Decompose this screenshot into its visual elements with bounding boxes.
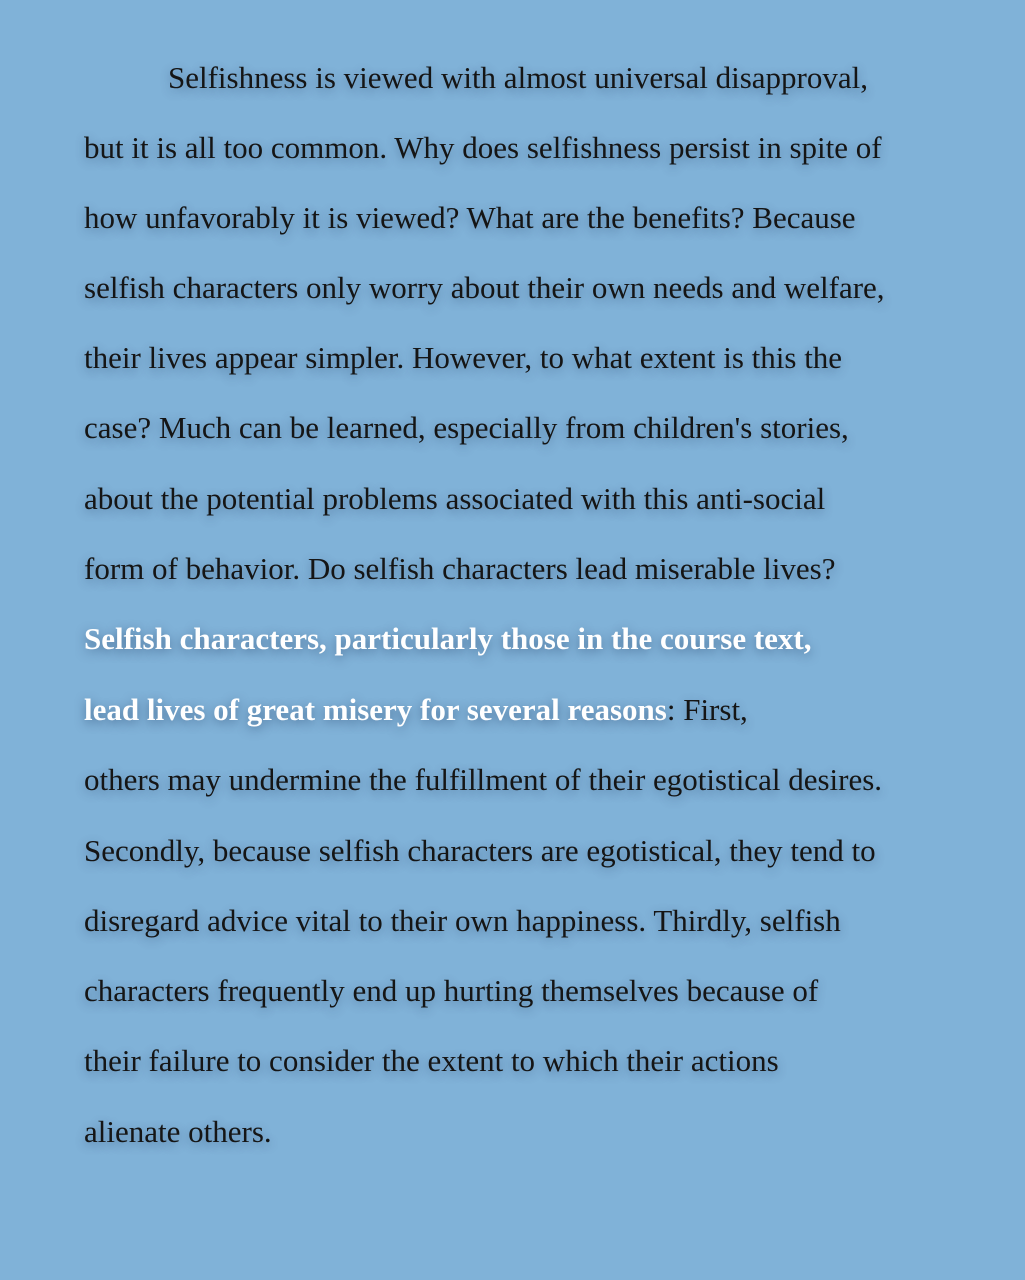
thesis-line-2: lead lives of great misery for several reasons <box>84 692 667 727</box>
essay-line-12: Secondly, because selfish characters are egotistical, they tend to <box>84 833 876 868</box>
essay-line-16: alienate others. <box>84 1114 272 1149</box>
essay-line-14: characters frequently end up hurting themselves because of <box>84 973 819 1008</box>
essay-line-2: but it is all too common. Why does selfishness persist in spite of <box>84 130 882 165</box>
thesis-line-2-row <box>84 688 748 732</box>
essay-line-3: how unfavorably it is viewed? What are the benefits? Because <box>84 200 856 235</box>
essay-line-4: selfish characters only worry about their own needs and welfare, <box>84 270 885 305</box>
essay-line-1: Selfishness is viewed with almost universal disapproval, <box>168 60 868 95</box>
thesis-line-1: Selfish characters, particularly those in the course text, <box>84 621 812 656</box>
essay-line-11: others may undermine the fulfillment of their egotistical desires. <box>84 762 883 797</box>
essay-line-15: their failure to consider the extent to which their actions <box>84 1043 779 1078</box>
essay-line-7: about the potential problems associated with this anti-social <box>84 481 826 516</box>
essay-line-13: disregard advice vital to their own happiness. Thirdly, selfish <box>84 903 841 938</box>
essay-line-5: their lives appear simpler. However, to what extent is this the <box>84 340 843 375</box>
essay-line-8: form of behavior. Do selfish characters lead miserable lives? <box>84 551 836 586</box>
essay-line-6: case? Much can be learned, especially from children's stories, <box>84 410 849 445</box>
essay-line-10-tail: : First, <box>666 692 748 727</box>
